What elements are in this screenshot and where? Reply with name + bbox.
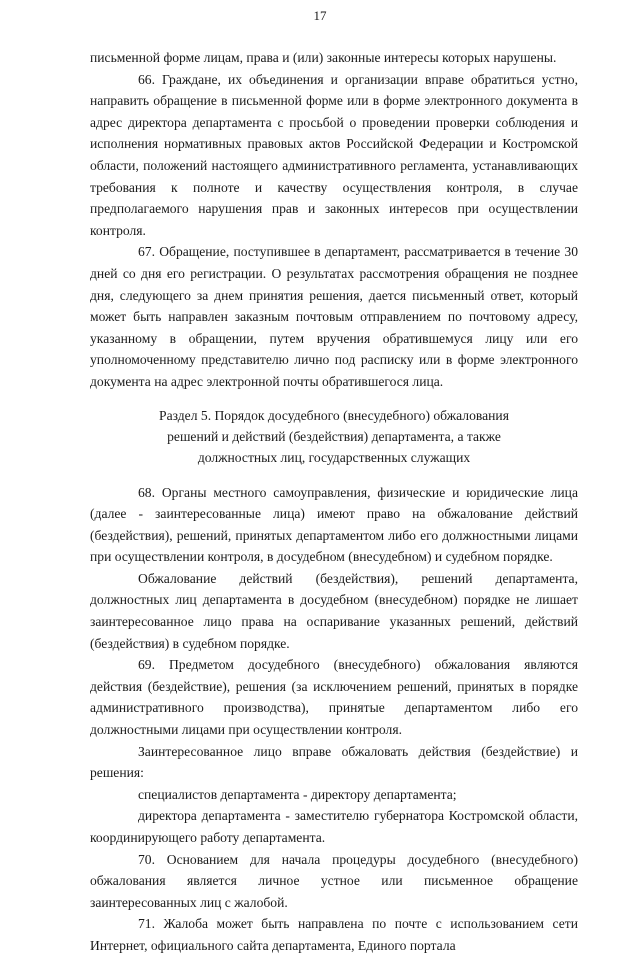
- paragraph-continuation: письменной форме лицам, права и (или) законные интересы которых нарушены.: [90, 50, 557, 65]
- page-number: 17: [313, 8, 327, 23]
- paragraph-appeal-specialists: специалистов департамента - директору департамента;: [138, 786, 457, 802]
- paragraph-68: 68. Органы местного самоуправления, физические и юридические лица (далее - заинтересованные лица) имеют право на обжалование действий (бездействия), решений, принятых департаментом либо его должностными лицами при осуществлении контроля, в досудебном (внесудебном) и судебном порядке.: [90, 484, 578, 565]
- section-title-line-1: Раздел 5. Порядок досудебного (внесудебного) обжалования: [159, 407, 509, 423]
- paragraph-66: 66. Граждане, их объединения и организации вправе обратиться устно, направить обращение в письменной форме или в форме электронного документа в адрес директора департамента с просьбой о проведении проверки соблюдения и исполнения нормативных правовых актов Российской Федерации и Костромской области, положений настоящего административного регламента, устанавливающих требования к полноте и качеству осуществления контроля, в случае предполагаемого нарушения прав и законных интересов при осуществлении контроля.: [90, 71, 578, 238]
- section-title: [90, 405, 578, 468]
- paragraph-67: 67. Обращение, поступившее в департамент, рассматривается в течение 30 дней со дня его регистрации. О результатах рассмотрения обращения не позднее дня, следующего за днем принятия решения, дается письменный ответ, который может быть направлен заказным почтовым отправлением по почтовому адресу, указанному в обращении, путем вручения обратившемуся лицу или его уполномоченному представителю лично под расписку или в форме электронного документа на адрес электронной почты обратившегося лица.: [90, 244, 578, 389]
- paragraph-69: 69. Предметом досудебного (внесудебного) обжалования являются действия (бездействие), решения (за исключением решений, принятых в порядке административного производства), принятые департаментом либо его должностными лицами при осуществлении контроля.: [90, 657, 578, 738]
- paragraph-appeal-scope: Заинтересованное лицо вправе обжаловать действия (бездействие) и решения:: [90, 743, 578, 781]
- paragraph-appeal-director: директора департамента - заместителю губернатора Костромской области, координирующего работу департамента.: [90, 808, 578, 845]
- paragraph-71: 71. Жалоба может быть направлена по почте с использованием сети Интернет, официального сайта департамента, Единого портала: [90, 916, 578, 953]
- section-title-line-2: решений и действий (бездействия) департамента, а также: [167, 428, 501, 444]
- section-title-line-3: должностных лиц, государственных служащих: [197, 449, 471, 465]
- body-text: [90, 47, 578, 957]
- paragraph-appeal-rights: Обжалование действий (бездействия), решений департамента, должностных лиц департамента в досудебном (внесудебном) порядке не лишает заинтересованное лицо права на оспаривание указанных решений, действий (бездействия) в судебном порядке.: [90, 570, 578, 651]
- paragraph-70: 70. Основанием для начала процедуры досудебного (внесудебного) обжалования является личное устное или письменное обращение заинтересованных лиц с жалобой.: [90, 851, 578, 910]
